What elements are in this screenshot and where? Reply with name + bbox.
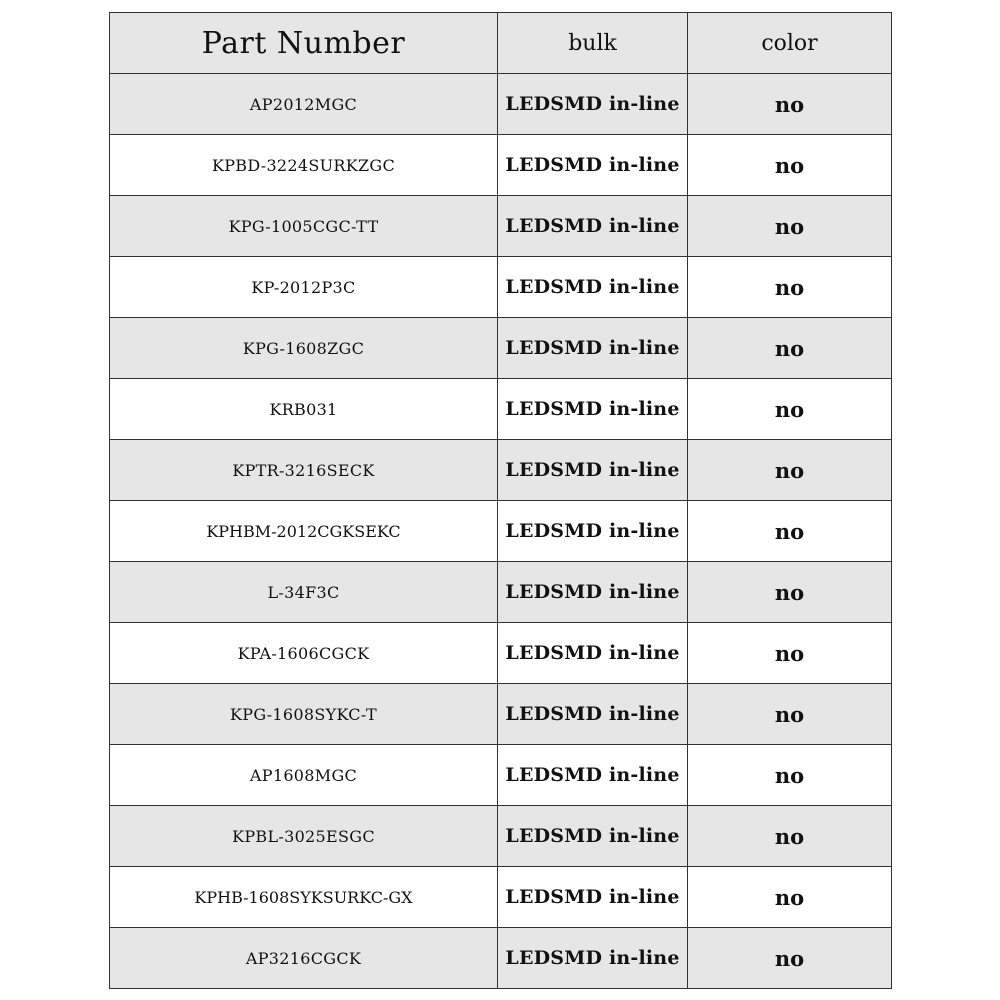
table-row	[110, 135, 892, 196]
part-number-cell: KPHB-1608SYKSURKC-GX	[110, 867, 498, 928]
table-row	[110, 684, 892, 745]
table-row	[110, 440, 892, 501]
table-row	[110, 318, 892, 379]
color-cell: no	[688, 684, 892, 745]
table-row	[110, 562, 892, 623]
bulk-cell: LEDSMD in-line	[498, 135, 688, 196]
part-number-cell: KPA-1606CGCK	[110, 623, 498, 684]
color-cell: no	[688, 867, 892, 928]
table-body	[110, 74, 892, 989]
table-row	[110, 806, 892, 867]
bulk-cell: LEDSMD in-line	[498, 867, 688, 928]
part-number-cell: KPBL-3025ESGC	[110, 806, 498, 867]
table-row	[110, 745, 892, 806]
bulk-cell: LEDSMD in-line	[498, 257, 688, 318]
table-row	[110, 623, 892, 684]
color-cell: no	[688, 806, 892, 867]
bulk-cell: LEDSMD in-line	[498, 196, 688, 257]
bulk-cell: LEDSMD in-line	[498, 379, 688, 440]
table-row	[110, 501, 892, 562]
bulk-cell: LEDSMD in-line	[498, 318, 688, 379]
part-number-cell: KPHBM-2012CGKSEKC	[110, 501, 498, 562]
bulk-cell: LEDSMD in-line	[498, 623, 688, 684]
header-row	[110, 13, 892, 74]
bulk-cell: LEDSMD in-line	[498, 928, 688, 989]
part-number-cell: KPG-1608ZGC	[110, 318, 498, 379]
table-header	[110, 13, 892, 74]
parts-table	[109, 12, 892, 989]
table-row	[110, 74, 892, 135]
part-number-cell: KPG-1005CGC-TT	[110, 196, 498, 257]
bulk-header: bulk	[498, 13, 688, 74]
part-number-header: Part Number	[110, 13, 498, 74]
part-number-cell: KPTR-3216SECK	[110, 440, 498, 501]
part-number-cell: AP3216CGCK	[110, 928, 498, 989]
color-cell: no	[688, 501, 892, 562]
table-row	[110, 928, 892, 989]
color-cell: no	[688, 257, 892, 318]
color-cell: no	[688, 562, 892, 623]
bulk-cell: LEDSMD in-line	[498, 684, 688, 745]
color-cell: no	[688, 379, 892, 440]
color-cell: no	[688, 74, 892, 135]
part-number-cell: AP1608MGC	[110, 745, 498, 806]
color-cell: no	[688, 318, 892, 379]
bulk-cell: LEDSMD in-line	[498, 501, 688, 562]
color-cell: no	[688, 928, 892, 989]
part-number-cell: KP-2012P3C	[110, 257, 498, 318]
color-cell: no	[688, 440, 892, 501]
table-row	[110, 257, 892, 318]
part-number-cell: AP2012MGC	[110, 74, 498, 135]
part-number-cell: KPBD-3224SURKZGC	[110, 135, 498, 196]
color-cell: no	[688, 135, 892, 196]
bulk-cell: LEDSMD in-line	[498, 440, 688, 501]
table-row	[110, 379, 892, 440]
part-number-cell: KPG-1608SYKC-T	[110, 684, 498, 745]
part-number-cell: KRB031	[110, 379, 498, 440]
color-cell: no	[688, 623, 892, 684]
color-cell: no	[688, 745, 892, 806]
table-row	[110, 196, 892, 257]
bulk-cell: LEDSMD in-line	[498, 74, 688, 135]
part-number-cell: L-34F3C	[110, 562, 498, 623]
table-row	[110, 867, 892, 928]
bulk-cell: LEDSMD in-line	[498, 806, 688, 867]
bulk-cell: LEDSMD in-line	[498, 562, 688, 623]
color-cell: no	[688, 196, 892, 257]
color-header: color	[688, 13, 892, 74]
bulk-cell: LEDSMD in-line	[498, 745, 688, 806]
